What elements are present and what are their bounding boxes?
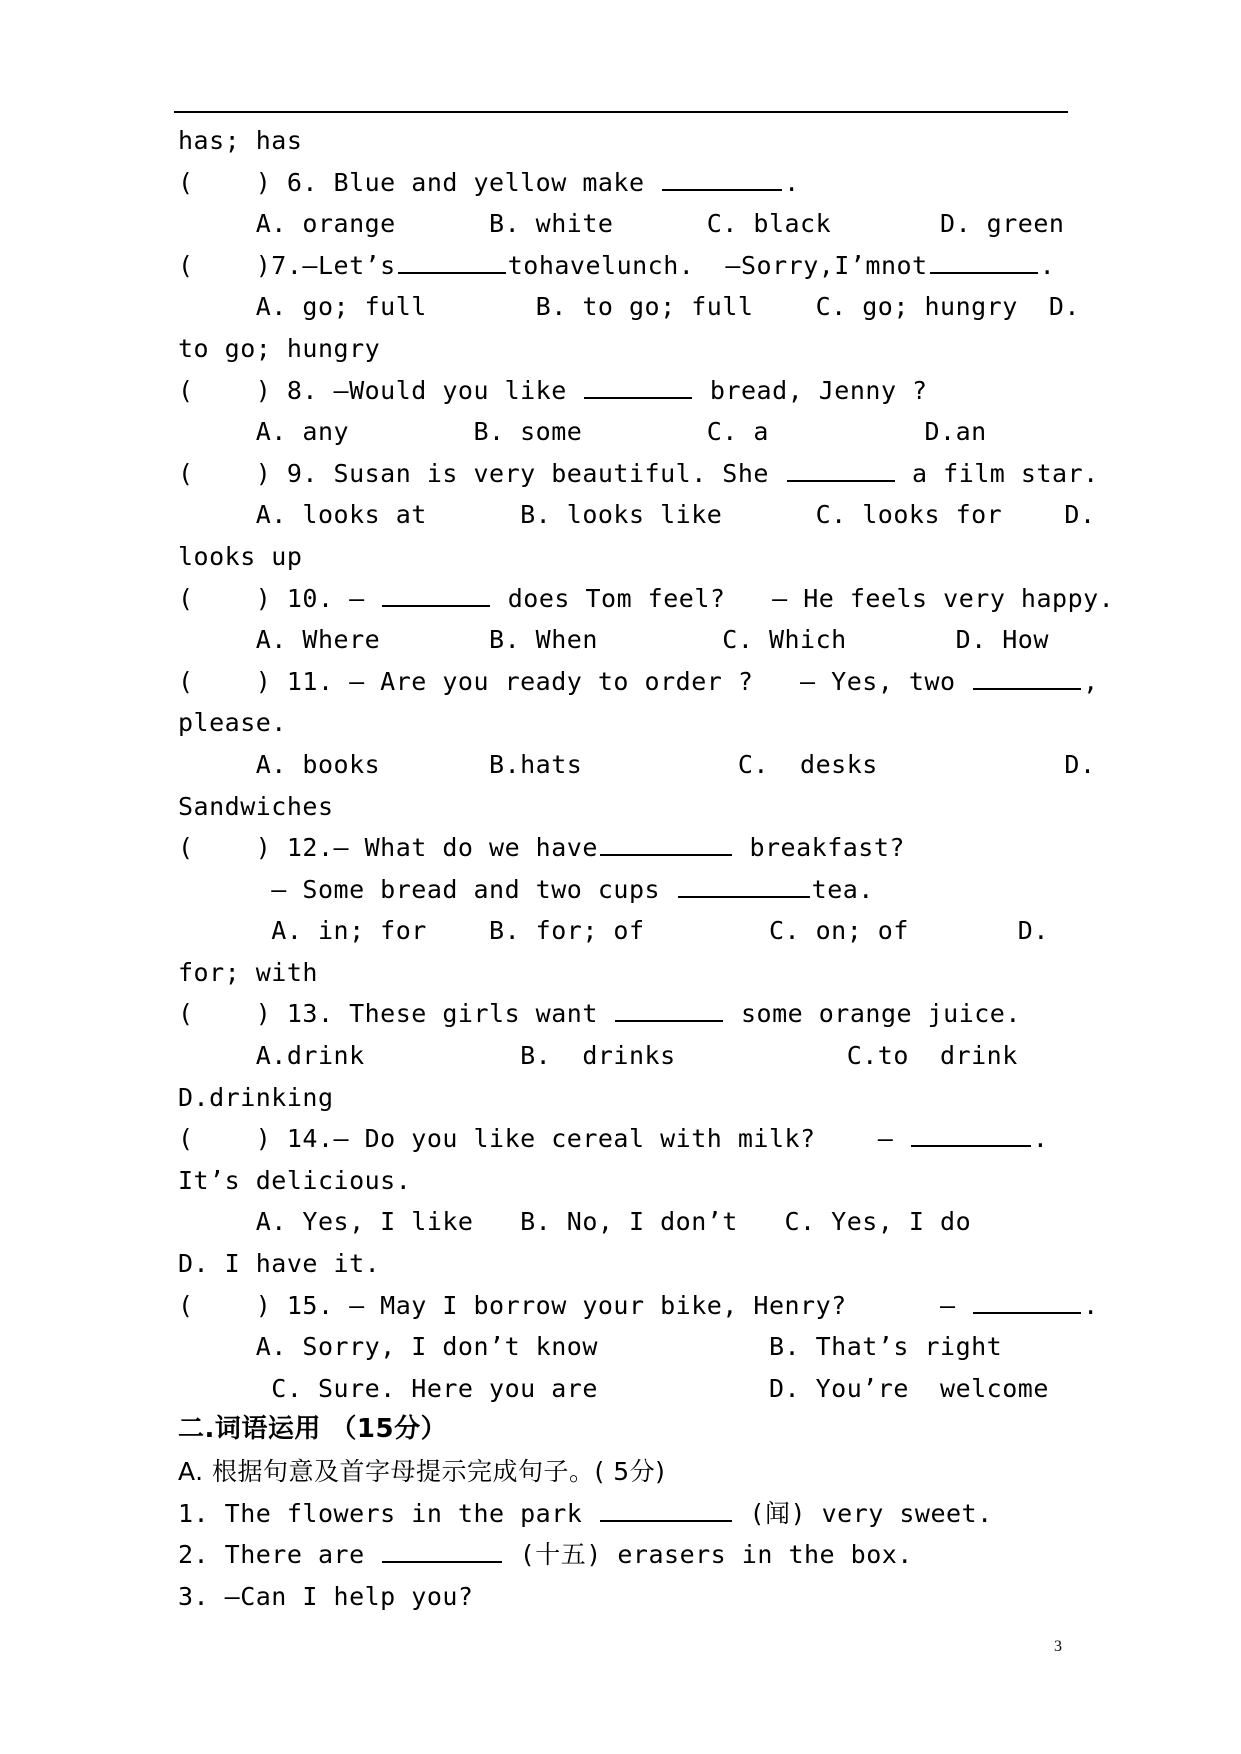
answer-blank[interactable] — [678, 872, 810, 898]
answer-blank[interactable] — [973, 664, 1081, 690]
line-text: ( ) 9. Susan is very beautiful. She — [178, 458, 785, 488]
line-text: . — [1083, 1290, 1099, 1320]
line-text: ( ) 11. — Are you ready to order ? — Yes, two — [178, 666, 972, 696]
text-line — [178, 578, 1115, 620]
page-number: 3 — [1054, 1638, 1062, 1655]
line-text: . — [784, 167, 816, 197]
line-text: (十五) erasers in the box. — [504, 1540, 913, 1570]
line-text: ( )7.—Let’s — [178, 250, 396, 280]
text-line: A.drink B. drinks C.to drink — [178, 1041, 1018, 1071]
text-line: 3. —Can I help you? — [178, 1581, 474, 1611]
line-text: 1. The flowers in the park — [178, 1498, 598, 1528]
answer-blank[interactable] — [398, 248, 506, 274]
line-text: tea. — [811, 874, 874, 904]
answer-blank[interactable] — [600, 1496, 732, 1522]
line-text: 2. There are — [178, 1540, 381, 1570]
answer-blank[interactable] — [973, 1288, 1081, 1314]
text-line: A. orange B. white C. black D. green — [178, 209, 1065, 239]
line-text: breakfast? — [733, 833, 905, 863]
text-line — [178, 661, 1099, 703]
line-text: a film star. — [896, 458, 1099, 488]
line-text: does Tom feel? — He feels very happy. — [492, 583, 1115, 613]
text-line — [178, 869, 1068, 911]
line-text: ( ) 8. —Would you like — [178, 375, 583, 405]
answer-blank[interactable] — [615, 996, 723, 1022]
text-line: Sandwiches — [178, 791, 334, 821]
text-line — [178, 1493, 1068, 1535]
answer-blank[interactable] — [662, 165, 782, 191]
text-line: C. Sure. Here you are D. You’re welcome — [178, 1373, 1049, 1403]
answer-blank[interactable] — [584, 373, 692, 399]
text-line: A. Where B. When C. Which D. How — [178, 625, 1049, 655]
line-text: , — [1083, 666, 1099, 696]
answer-blank[interactable] — [787, 456, 895, 482]
text-line: A. 根据句意及首字母提示完成句子。( 5分) — [178, 1457, 666, 1486]
header-rule — [174, 111, 1068, 113]
text-line — [178, 1285, 1099, 1327]
text-line: looks up — [178, 541, 303, 571]
text-line: D. I have it. — [178, 1249, 381, 1279]
text-line: please. — [178, 708, 287, 738]
text-line: A. Yes, I like B. No, I don’t C. Yes, I do — [178, 1207, 972, 1237]
text-line — [178, 245, 1068, 287]
section-heading: 二.词语运用 （15分） — [178, 1414, 448, 1445]
text-line: A. books B.hats C. desks D. — [178, 749, 1096, 779]
line-text: ( ) 10. — — [178, 583, 381, 613]
line-text: . — [1039, 250, 1056, 280]
text-line: for; with — [178, 957, 318, 987]
text-line — [178, 993, 1068, 1035]
text-line: A. looks at B. looks like C. looks for D. — [178, 500, 1096, 530]
line-text: ( ) 15. — May I borrow your bike, Henry? — — [178, 1290, 972, 1320]
text-line — [178, 827, 1068, 869]
text-line — [178, 162, 1068, 204]
line-text: some orange juice. — [725, 999, 1021, 1029]
text-line — [178, 1118, 1068, 1160]
line-text: ( ) 13. These girls want — [178, 999, 614, 1029]
answer-blank[interactable] — [911, 1121, 1031, 1147]
line-text: ( ) 6. Blue and yellow make — [178, 167, 661, 197]
exam-content — [178, 120, 1115, 1617]
text-line — [178, 453, 1099, 495]
line-text: tohavelunch. —Sorry,I’mnot — [507, 250, 928, 280]
text-line: It’s delicious. — [178, 1165, 412, 1195]
answer-blank[interactable] — [930, 248, 1038, 274]
text-line: A. any B. some C. a D.an — [178, 417, 987, 447]
answer-blank[interactable] — [600, 830, 732, 856]
line-text: ( ) 14.— Do you like cereal with milk? — — [178, 1124, 909, 1154]
line-text: bread, Jenny ? — [694, 375, 928, 405]
text-line: D.drinking — [178, 1082, 334, 1112]
answer-blank[interactable] — [382, 581, 490, 607]
text-line: to go; hungry — [178, 333, 381, 363]
line-text: ( ) 12.— What do we have — [178, 833, 598, 863]
line-text: — Some bread and two cups — [178, 874, 676, 904]
text-line: A. Sorry, I don’t know B. That’s right — [178, 1332, 1003, 1362]
text-line — [178, 370, 1068, 412]
text-line: A. in; for B. for; of C. on; of D. — [178, 916, 1049, 946]
text-line: has; has — [178, 126, 303, 155]
text-line — [178, 1534, 1068, 1576]
line-text: . — [1032, 1124, 1049, 1154]
answer-blank[interactable] — [382, 1537, 502, 1563]
text-line: A. go; full B. to go; full C. go; hungry D. — [178, 292, 1080, 322]
line-text: (闻) very sweet. — [733, 1498, 993, 1528]
